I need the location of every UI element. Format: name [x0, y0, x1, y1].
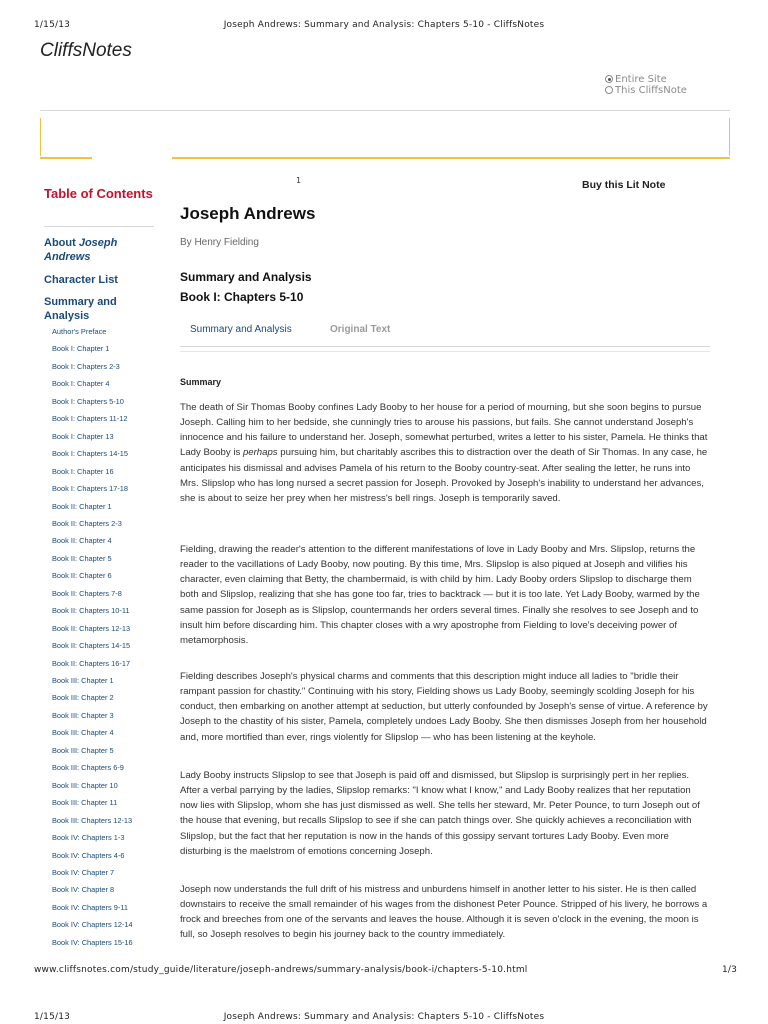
toc-chapter-link[interactable]: Book IV: Chapters 1-3 — [52, 833, 125, 843]
frame-left-line — [40, 118, 41, 156]
paragraph-1 — [180, 400, 710, 506]
toc-chapter-link[interactable]: Book IV: Chapters 15-16 — [52, 937, 133, 947]
toc-chapter-link[interactable]: Book III: Chapter 3 — [52, 710, 114, 720]
toc-chapter-link[interactable]: Book II: Chapters 12-13 — [52, 623, 131, 633]
author-byline: By Henry Fielding — [180, 237, 259, 248]
toc-chapter-link[interactable]: Book I: Chapter 4 — [52, 379, 110, 389]
p1-emphasis: perhaps — [242, 447, 278, 459]
print-date: 1/15/13 — [34, 20, 71, 30]
toc-chapter-link[interactable]: Book III: Chapter 2 — [52, 693, 114, 703]
toc-about-prefix: About — [44, 237, 79, 249]
tab-summary-analysis[interactable]: Summary and Analysis — [190, 324, 292, 335]
toc-about-title: Joseph Andrews — [44, 237, 118, 263]
search-scope-label: Entire Site — [615, 73, 667, 85]
print-page-number: 1/3 — [722, 965, 738, 975]
search-scope-label: This CliffsNote — [615, 84, 687, 96]
search-scope-this-cliffsnote[interactable] — [605, 84, 687, 96]
toc-chapter-link[interactable]: Book IV: Chapters 12-14 — [52, 920, 133, 930]
chapter-title: Book I: Chapters 5-10 — [180, 290, 304, 304]
toc-chapter-link[interactable]: Book IV: Chapter 8 — [52, 885, 115, 895]
toc-chapter-link[interactable]: Book I: Chapters 17-18 — [52, 484, 129, 494]
toc-chapter-link[interactable]: Book II: Chapter 1 — [52, 501, 112, 511]
content-gold-rule — [172, 157, 730, 159]
toc-chapter-link[interactable]: Author's Preface — [52, 327, 107, 336]
toc-chapter-link[interactable]: Book II: Chapters 10-11 — [52, 606, 130, 616]
toc-chapter-link[interactable]: Book II: Chapter 4 — [52, 536, 112, 546]
toc-summary-analysis-link[interactable]: Summary and Analysis — [44, 296, 117, 322]
toc-title: Table of Contents — [44, 186, 153, 201]
header-divider — [40, 110, 730, 111]
section-title: Summary and Analysis — [180, 270, 312, 284]
print-url: www.cliffsnotes.com/study_guide/literature/joseph-andrews/summary-analysis/book-i/chapters-5-10.html — [34, 965, 528, 975]
toc-chapter-link[interactable]: Book I: Chapter 1 — [52, 344, 110, 354]
toc-chapter-link[interactable]: Book III: Chapters 6-9 — [52, 763, 124, 773]
p1-text-b: pursuing him, but charitably ascribes this to distraction over the death of Sir Thomas. In any case, he anticipates his dismissal and advises Pamela of his return to the Booby country-seat. After sealing the letter, he runs into Mrs. Slipslop who has long nursed a secret passion for Joseph. Provoked by Joseph's inability to understand her advances, she is about to seize her prey when her mistress's bell rings. Joseph is temporarily saved. — [180, 447, 708, 504]
radio-selected-icon[interactable] — [605, 75, 613, 83]
toc-chapter-link[interactable]: Book III: Chapter 10 — [52, 780, 118, 790]
toc-chapter-link[interactable]: Book II: Chapters 7-8 — [52, 588, 122, 598]
toc-chapter-link[interactable]: Book II: Chapter 5 — [52, 553, 112, 563]
toc-chapter-link[interactable]: Book III: Chapter 1 — [52, 676, 114, 685]
p2-text: Fielding, drawing the reader's attention to the different manifestations of love in Lady Booby and Mrs. Slipslop, returns the reader to the vacillations of Lady Booby, now pouting. By this time, Mrs. Slipslop is also piqued at Joseph and vilifies his character, even claiming that Betty, the chambermaid, is with child by him. Lady Booby orders Slipslop to discharge them both and Slipslop, realizing that she has gone too far, tries to backtrack — but it is too late. Yet Lady Booby, warmed by the same passion for Joseph as is Slipslop, countermands her orders several times. Finally she resolves to see Joseph and to insult him before discarding him. This chapter closes with a wry apostrophe from Fielding to love's deceiving power of metamorphosis. — [180, 544, 700, 646]
paragraph-3 — [180, 669, 710, 745]
p5-text: Joseph now understands the full drift of his mistress and unburdens himself in another letter to his sister. He is then called downstairs to receive the small remainder of his wages from the dishonest Peter Pounce. Stripped of his livery, he borrows a frock and breeches from one of the servants and leaves the house. Although it is seven o'clock in the evening, the moon is full, so Joseph resolves to begin his journey back to the country immediately. — [180, 884, 708, 941]
paragraph-2 — [180, 542, 710, 648]
toc-chapter-link[interactable]: Book II: Chapters 14-15 — [52, 641, 131, 651]
toc-chapter-link[interactable]: Book II: Chapters 16-17 — [52, 658, 131, 668]
tab-original-text[interactable]: Original Text — [330, 324, 391, 335]
toc-character-list-link[interactable]: Character List — [44, 274, 118, 286]
next-page-title: Joseph Andrews: Summary and Analysis: Chapters 5-10 - CliffsNotes — [223, 1012, 545, 1022]
toc-chapter-link[interactable]: Book I: Chapters 2-3 — [52, 361, 120, 371]
toc-divider — [44, 226, 154, 227]
toc-chapter-link[interactable]: Book III: Chapters 12-13 — [52, 815, 133, 825]
toc-chapter-link[interactable]: Book IV: Chapters 4-6 — [52, 850, 125, 860]
left-gold-rule — [40, 157, 92, 159]
toc-chapter-link[interactable]: Book II: Chapter 6 — [52, 571, 112, 581]
toc-chapter-link[interactable]: Book I: Chapters 14-15 — [52, 449, 129, 459]
p1-text-a: The death of Sir Thomas Booby confines Lady Booby to her house for a period of mourning, but she soon begins to pursue Joseph. Calling him to her bedside, she cunningly tries to arouse his passions, but fails. She cannot understand Joseph's innocence and his failure to understand her. Joseph, somewhat perturbed, writes a letter to his sister, Pamela. He thinks that Lady Booby is — [180, 402, 708, 459]
frame-right-line — [729, 118, 730, 156]
toc-chapter-link[interactable]: Book II: Chapters 2-3 — [52, 518, 122, 528]
toc-chapter-link[interactable]: Book III: Chapter 4 — [52, 728, 114, 738]
page-counter: 1 — [296, 176, 302, 185]
p3-text: Fielding describes Joseph's physical charms and comments that this description might induce all ladies to "bridle their rampant passion for chastity." Continuing with his story, Fielding shows us Lady Booby, seemingly scolding Joseph for his conduct, then embarking on another attempt at seduction, but utterly confounded by Joseph's sense of virtue. A reference by Joseph to the chastity of his sister, Pamela, completely undoes Lady Booby. She then dismisses Joseph from her household and, more mortified than ever, rings violently for Slipslop — who has been listening at the keyhole. — [180, 671, 708, 743]
buy-lit-note-link[interactable]: Buy this Lit Note — [582, 179, 666, 191]
book-title: Joseph Andrews — [180, 204, 316, 223]
toc-chapter-link[interactable]: Book I: Chapter 16 — [52, 466, 114, 476]
tabs-divider — [180, 346, 710, 347]
p4-text: Lady Booby instructs Slipslop to see that Joseph is paid off and dismissed, but Slipslop is surprisingly pert in her replies. After a verbal parrying by the ladies, Slipslop remarks: "I know what I know," and Lady Booby realizes that her reputation now lies with Slipslop, whom she has just dismissed as well. She tells her steward, Mr. Peter Pounce, to turn Joseph out of the house that evening, but recalls Slipslop to see if she can patch things over. She quickly achieves a reconciliation with Slipslop, but the fact that her reputation is now in the hands of this gossipy servant tortures Lady Booby. Even more disturbing is the maelstrom of emotions concerning Joseph. — [180, 770, 700, 857]
next-page-date: 1/15/13 — [34, 1012, 71, 1022]
toc-chapter-link[interactable]: Book I: Chapters 5-10 — [52, 396, 124, 406]
paragraph-5 — [180, 882, 710, 943]
toc-chapter-link[interactable]: Book III: Chapter 11 — [52, 798, 118, 808]
toc-chapter-link[interactable]: Book I: Chapters 11-12 — [52, 414, 128, 424]
paragraph-4 — [180, 768, 710, 859]
toc-chapter-link[interactable]: Book IV: Chapter 7 — [52, 867, 115, 877]
summary-heading: Summary — [180, 377, 222, 387]
toc-chapter-link[interactable]: Book I: Chapter 13 — [52, 431, 114, 441]
site-logo[interactable]: CliffsNotes — [40, 40, 132, 61]
print-page-title: Joseph Andrews: Summary and Analysis: Chapters 5-10 - CliffsNotes — [223, 20, 545, 30]
tabs-divider-2 — [180, 351, 710, 352]
radio-unselected-icon[interactable] — [605, 86, 613, 94]
toc-chapter-link[interactable]: Book III: Chapter 5 — [52, 745, 114, 755]
toc-chapter-link[interactable]: Book IV: Chapters 9-11 — [52, 902, 128, 912]
toc-about-link[interactable] — [44, 236, 154, 264]
